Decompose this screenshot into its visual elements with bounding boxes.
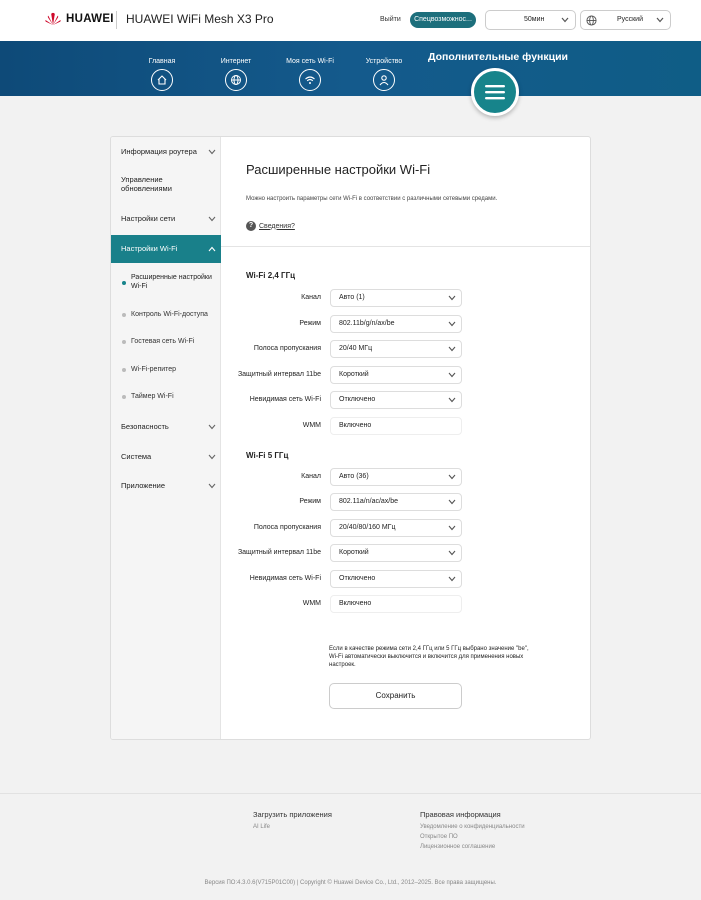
wmm-24-value: Включено xyxy=(339,422,372,429)
wmm-5-label: WMM xyxy=(302,600,321,607)
bandwidth-5-value: 20/40/80/160 МГц xyxy=(339,524,396,531)
sidebar-subitem-access-control[interactable] xyxy=(111,307,221,323)
sidebar-subitem-advanced-wifi[interactable] xyxy=(111,273,221,293)
chevron-up-icon xyxy=(208,246,216,252)
chevron-down-icon xyxy=(208,483,216,489)
sidebar-subitem-label: Таймер Wi-Fi xyxy=(131,393,174,400)
chevron-down-icon xyxy=(208,216,216,222)
guard-interval-24-select[interactable] xyxy=(330,366,462,384)
chevron-down-icon xyxy=(448,397,456,403)
nav-device[interactable] xyxy=(354,58,414,91)
sidebar-item-wifi-settings[interactable] xyxy=(111,235,221,263)
chevron-down-icon xyxy=(656,17,664,23)
nav-home-label: Главная xyxy=(148,58,176,65)
dot-icon xyxy=(122,313,126,317)
wifi-icon xyxy=(304,74,316,86)
wmm-5-value-box xyxy=(330,595,462,613)
sidebar-item-label: Приложение xyxy=(121,481,165,490)
guard-interval-24-value: Короткий xyxy=(339,371,369,378)
settings-sidebar xyxy=(111,137,221,739)
wmm-5-value: Включено xyxy=(339,600,372,607)
copyright-text: Версия ПО:4.3.0.6(V715P01C00) | Copyright © Huawei Device Co., Ltd., 2012–2025. Все права защищены. xyxy=(204,880,497,886)
dot-icon xyxy=(122,368,126,372)
info-link[interactable] xyxy=(246,221,295,231)
top-bar xyxy=(0,0,701,41)
accessibility-button[interactable]: Спецвозможнос... xyxy=(410,12,476,28)
bandwidth-5-select[interactable] xyxy=(330,519,462,537)
session-timeout-select[interactable] xyxy=(485,10,576,30)
chevron-down-icon xyxy=(448,550,456,556)
sidebar-item-router-info[interactable] xyxy=(111,141,221,163)
advanced-functions-title[interactable]: Дополнительные функции xyxy=(428,51,569,63)
page-title: Расширенные настройки Wi-Fi xyxy=(246,162,431,177)
home-icon xyxy=(156,74,168,86)
sidebar-subitem-label: Гостевая сеть Wi-Fi xyxy=(131,338,195,345)
footer-legal-title: Правовая информация xyxy=(420,810,501,819)
chevron-down-icon xyxy=(561,17,569,23)
settings-main xyxy=(221,137,591,739)
channel-24-select[interactable] xyxy=(330,289,462,307)
sidebar-item-network[interactable] xyxy=(111,208,221,230)
sidebar-subitem-guest-wifi[interactable] xyxy=(111,334,221,350)
chevron-down-icon xyxy=(208,454,216,460)
globe-icon xyxy=(586,15,597,26)
sidebar-item-label: Система xyxy=(121,452,152,461)
mode-5-value: 802.11a/n/ac/ax/be xyxy=(339,498,399,505)
huawei-logo xyxy=(44,12,114,26)
mode-5-label: Режим xyxy=(299,498,321,505)
nav-home[interactable] xyxy=(132,58,192,91)
question-icon: ? xyxy=(246,221,256,231)
nav-my-wifi[interactable] xyxy=(280,58,340,91)
logout-link[interactable]: Выйти xyxy=(380,16,401,23)
guard-interval-5-select[interactable] xyxy=(330,544,462,562)
language-select[interactable] xyxy=(580,10,671,30)
guard-interval-5-label: Защитный интервал 11be xyxy=(237,549,321,556)
active-dot-icon xyxy=(122,281,126,285)
user-icon xyxy=(378,74,390,86)
band-5-title: Wi-Fi 5 ГГц xyxy=(246,451,289,460)
sidebar-subitem-label: Wi-Fi-репитер xyxy=(131,366,177,373)
footer-apps-title: Загрузить приложения xyxy=(253,810,332,819)
chevron-down-icon xyxy=(448,474,456,480)
dot-icon xyxy=(122,340,126,344)
guard-interval-5-value: Короткий xyxy=(339,549,369,556)
guard-interval-24-label: Защитный интервал 11be xyxy=(237,371,321,378)
huawei-flower-icon xyxy=(44,12,62,26)
bandwidth-24-select[interactable] xyxy=(330,340,462,358)
globe-icon xyxy=(230,74,242,86)
mode-24-value: 802.11b/g/n/ax/be xyxy=(339,320,395,327)
sidebar-item-label: Информация роутера xyxy=(121,147,197,156)
channel-5-label: Канал xyxy=(301,473,321,480)
language-value: Русский xyxy=(617,16,643,23)
channel-5-select[interactable] xyxy=(330,468,462,486)
sidebar-subitem-repeater[interactable] xyxy=(111,362,221,378)
chevron-down-icon xyxy=(448,295,456,301)
hidden-network-5-value: Отключено xyxy=(339,575,376,582)
header-divider xyxy=(116,11,117,29)
main-navigation xyxy=(0,41,701,96)
chevron-down-icon xyxy=(208,424,216,430)
nav-internet-label: Интернет xyxy=(220,58,252,65)
nav-device-label: Устройство xyxy=(365,58,403,65)
footer-ai-life-link[interactable]: AI Life xyxy=(253,824,271,830)
sidebar-subitem-label: Контроль Wi-Fi-доступа xyxy=(131,311,208,318)
mode-24-select[interactable] xyxy=(330,315,462,333)
chevron-down-icon xyxy=(448,499,456,505)
sidebar-subitem-wifi-timer[interactable] xyxy=(111,389,221,405)
band-24-title: Wi-Fi 2,4 ГГц xyxy=(246,271,296,280)
sidebar-item-security[interactable] xyxy=(111,416,221,438)
hidden-network-24-select[interactable] xyxy=(330,391,462,409)
session-timeout-value: 50мин xyxy=(524,16,545,23)
sidebar-item-application[interactable] xyxy=(111,475,221,497)
product-name: HUAWEI WiFi Mesh X3 Pro xyxy=(126,12,274,26)
mode-change-note: Если в качестве режима сети 2,4 ГГц или 5 ГГц выбрано значение "be", Wi-Fi автоматически выключится и включится для применения новых настроек. xyxy=(329,646,529,668)
menu-icon xyxy=(484,83,506,101)
chevron-down-icon xyxy=(448,525,456,531)
hidden-network-5-label: Невидимая сеть Wi-Fi xyxy=(249,575,321,582)
footer-license-link[interactable]: Лицензионное соглашение xyxy=(420,844,496,850)
nav-my-wifi-label: Моя сеть Wi-Fi xyxy=(286,58,334,65)
page-description: Можно настроить параметры сети Wi-Fi в соответствии с различными сетевыми средами. xyxy=(246,196,498,202)
bandwidth-5-label: Полоса пропускания xyxy=(253,524,321,531)
channel-24-label: Канал xyxy=(301,294,321,301)
wmm-24-label: WMM xyxy=(302,422,321,429)
hidden-network-24-value: Отключено xyxy=(339,396,376,403)
chevron-down-icon xyxy=(448,346,456,352)
nav-internet[interactable] xyxy=(206,58,266,91)
channel-24-value: Авто (1) xyxy=(339,294,365,301)
footer-open-source-link[interactable]: Открытое ПО xyxy=(420,834,458,840)
sidebar-item-label: Настройки сети xyxy=(121,214,176,223)
sidebar-item-label: Настройки Wi-Fi xyxy=(121,244,178,253)
sidebar-item-updates[interactable] xyxy=(111,175,221,197)
mode-24-label: Режим xyxy=(299,320,321,327)
advanced-menu-button[interactable] xyxy=(471,68,519,116)
sidebar-item-label: Управление обновлениями xyxy=(121,175,172,193)
sidebar-item-label: Безопасность xyxy=(121,422,169,431)
wmm-24-value-box xyxy=(330,417,462,435)
footer-divider xyxy=(0,793,701,794)
sidebar-subitem-label: Расширенные настройки Wi-Fi xyxy=(131,274,212,290)
save-button[interactable]: Сохранить xyxy=(329,683,462,709)
brand-name: HUAWEI xyxy=(66,13,114,25)
chevron-down-icon xyxy=(448,321,456,327)
settings-card xyxy=(110,136,591,740)
info-link-label: Сведения? xyxy=(259,222,295,230)
dot-icon xyxy=(122,395,126,399)
hidden-network-24-label: Невидимая сеть Wi-Fi xyxy=(249,396,321,403)
bandwidth-24-value: 20/40 МГц xyxy=(339,345,373,352)
mode-5-select[interactable] xyxy=(330,493,462,511)
sidebar-item-system[interactable] xyxy=(111,446,221,468)
hidden-network-5-select[interactable] xyxy=(330,570,462,588)
chevron-down-icon xyxy=(448,576,456,582)
chevron-down-icon xyxy=(448,372,456,378)
footer-privacy-link[interactable]: Уведомление о конфиденциальности xyxy=(420,824,525,830)
chevron-down-icon xyxy=(208,149,216,155)
section-divider xyxy=(221,246,591,247)
channel-5-value: Авто (36) xyxy=(339,473,369,480)
bandwidth-24-label: Полоса пропускания xyxy=(253,345,321,352)
